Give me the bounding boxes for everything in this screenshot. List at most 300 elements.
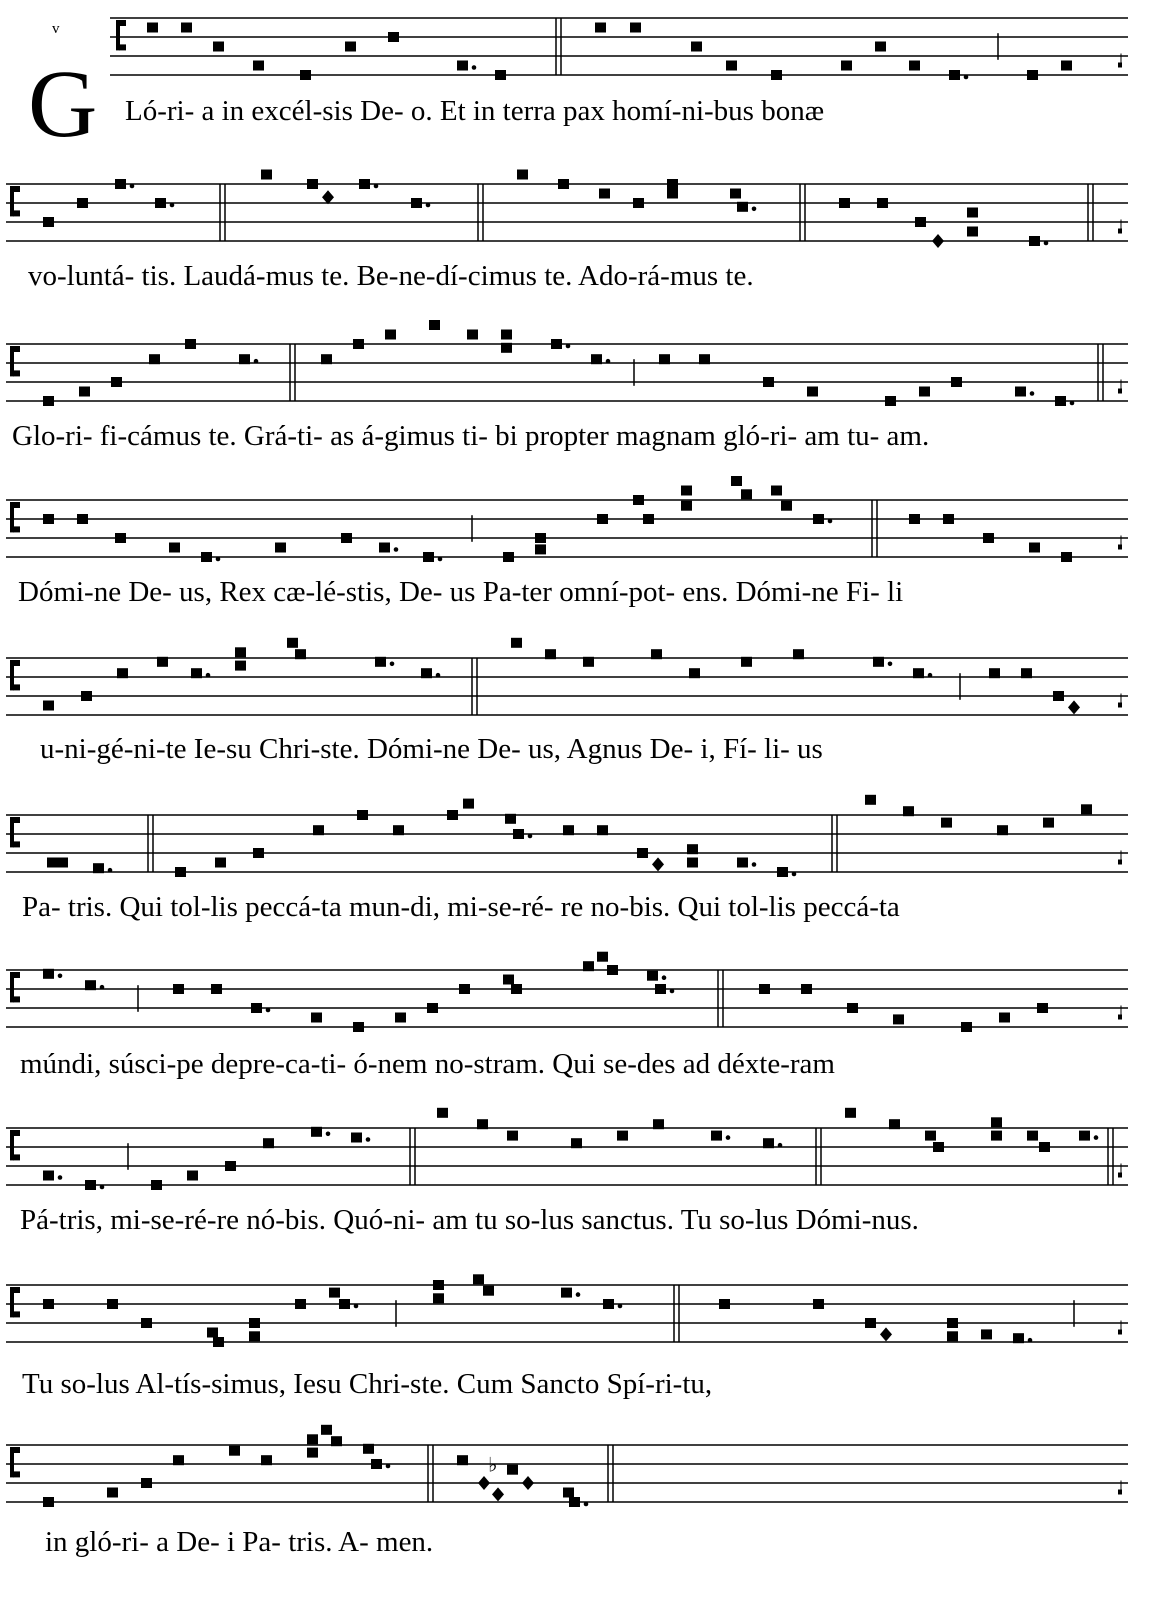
neume-punctum — [501, 330, 512, 340]
neume-punctum — [427, 1003, 438, 1013]
neume-punctum — [483, 1286, 494, 1296]
clef-icon — [13, 1447, 20, 1453]
neume-punctum — [351, 1133, 362, 1143]
neume-punctum — [329, 1288, 340, 1298]
neume-diamond — [1068, 700, 1080, 714]
neume-dot — [792, 872, 797, 877]
neume-punctum — [211, 984, 222, 994]
neume-punctum — [467, 330, 478, 340]
neume-punctum — [1029, 236, 1040, 246]
neume-punctum — [353, 339, 364, 349]
neume-dot — [374, 184, 379, 189]
neume-punctum — [207, 1328, 218, 1338]
clef-icon — [13, 210, 20, 216]
neume-punctum — [357, 810, 368, 820]
neume-punctum — [726, 61, 737, 71]
neume-punctum — [997, 825, 1008, 835]
neume-dot — [566, 344, 571, 349]
neume-dot — [216, 557, 221, 562]
neume-dot — [828, 519, 833, 524]
clef-icon — [13, 186, 20, 192]
neume-punctum — [583, 961, 594, 971]
lyric-line-1: Ló-ri- a in excél-sis De- o. Et in terra pax homí-ni-bus bonæ — [125, 95, 825, 127]
neume-punctum — [865, 1318, 876, 1328]
clef-icon — [13, 1471, 20, 1477]
neume-punctum — [517, 170, 528, 180]
neume-punctum — [395, 1013, 406, 1023]
clef-icon — [13, 841, 20, 847]
neume-dot — [100, 985, 105, 990]
neume-punctum — [141, 1318, 152, 1328]
neume-punctum — [949, 70, 960, 80]
neume-diamond — [478, 1476, 490, 1490]
neume-dot — [778, 1143, 783, 1148]
clef-icon — [13, 972, 20, 978]
neume-punctum — [307, 1448, 318, 1458]
neume-dot — [584, 1502, 589, 1507]
neume-punctum — [925, 1131, 936, 1141]
neume-punctum — [597, 514, 608, 524]
neume-punctum — [551, 339, 562, 349]
neume-punctum — [157, 657, 168, 667]
neume-punctum — [229, 1446, 240, 1456]
neume-punctum — [793, 649, 804, 659]
neume-punctum — [215, 858, 226, 868]
neume-punctum — [503, 552, 514, 562]
neume-dot — [752, 862, 757, 867]
neume-punctum — [653, 1119, 664, 1129]
neume-punctum — [813, 1299, 824, 1309]
neume-punctum — [185, 339, 196, 349]
neume-punctum — [719, 1299, 730, 1309]
neume-punctum — [877, 198, 888, 208]
neume-punctum — [345, 42, 356, 52]
neume-punctum — [307, 179, 318, 189]
neume-punctum — [991, 1131, 1002, 1141]
neume-punctum — [943, 514, 954, 524]
neume-punctum — [505, 814, 516, 824]
neume-punctum — [991, 1117, 1002, 1127]
neume-punctum — [169, 543, 180, 553]
neume-punctum — [43, 1497, 54, 1507]
neume-punctum — [213, 42, 224, 52]
neume-punctum — [173, 984, 184, 994]
neume-punctum — [175, 867, 186, 877]
neume-dot — [1028, 1338, 1033, 1343]
neume-punctum — [295, 1299, 306, 1309]
neume-punctum — [43, 514, 54, 524]
clef-icon — [13, 1287, 20, 1293]
neume-punctum — [287, 638, 298, 648]
neume-punctum — [597, 952, 608, 962]
neume-punctum — [691, 42, 702, 52]
neume-punctum — [655, 984, 666, 994]
neume-punctum — [597, 825, 608, 835]
neume-dot — [670, 989, 675, 994]
clef-icon — [13, 684, 20, 690]
neume-dot — [326, 1132, 331, 1137]
neume-punctum — [847, 1003, 858, 1013]
neume-punctum — [249, 1331, 260, 1341]
neume-punctum — [607, 965, 618, 975]
neume-punctum — [845, 1108, 856, 1118]
neume-punctum — [999, 1013, 1010, 1023]
neume-punctum — [730, 189, 741, 199]
neume-dot — [436, 673, 441, 678]
neume-punctum — [235, 661, 246, 671]
neume-dot — [100, 1185, 105, 1190]
neume-punctum — [307, 1434, 318, 1444]
neume-punctum — [457, 61, 468, 71]
neume-punctum — [321, 1425, 332, 1435]
neume-punctum — [85, 1180, 96, 1190]
neume-dot — [386, 1464, 391, 1469]
neume-diamond — [880, 1327, 892, 1341]
neume-punctum — [630, 23, 641, 33]
neume-punctum — [77, 198, 88, 208]
lyric-line-6: Pa- tris. Qui tol-lis peccá-ta mun-di, mi-se-ré- re no-bis. Qui tol-lis peccá-ta — [22, 891, 900, 923]
lyric-line-3: Glo-ri- fi-cámus te. Grá-ti- as á-gimus ti- bi propter magnam gló-ri- am tu- am. — [12, 420, 930, 452]
neume-punctum — [933, 1142, 944, 1152]
neume-punctum — [107, 1299, 118, 1309]
neume-punctum — [915, 217, 926, 227]
neume-punctum — [43, 396, 54, 406]
clef-icon — [13, 660, 20, 666]
neume-punctum — [353, 1022, 364, 1032]
neume-dot — [1094, 1135, 1099, 1140]
neume-punctum — [379, 543, 390, 553]
neume-diamond — [932, 234, 944, 248]
neume-punctum — [457, 1455, 468, 1465]
neume-punctum — [57, 858, 68, 868]
neume-punctum — [687, 858, 698, 868]
neume-punctum — [667, 179, 678, 189]
neume-punctum — [583, 657, 594, 667]
neume-punctum — [741, 657, 752, 667]
neume-punctum — [495, 70, 506, 80]
neume-dot — [170, 203, 175, 208]
neume-punctum — [111, 377, 122, 387]
neume-punctum — [225, 1161, 236, 1171]
neume-punctum — [909, 514, 920, 524]
neume-punctum — [213, 1337, 224, 1347]
neume-punctum — [941, 818, 952, 828]
neume-punctum — [181, 23, 192, 33]
clef-icon — [13, 1154, 20, 1160]
neume-punctum — [263, 1138, 274, 1148]
neume-punctum — [473, 1274, 484, 1284]
initial-letter: G — [28, 50, 98, 157]
neume-dot — [928, 673, 933, 678]
neume-punctum — [711, 1131, 722, 1141]
neume-punctum — [777, 867, 788, 877]
lyric-line-9: Tu so-lus Al-tís-simus, Iesu Chri-ste. Cum Sancto Spí-ri-tu, — [22, 1368, 713, 1400]
neume-punctum — [781, 501, 792, 511]
lyric-line-10: in gló-ri- a De- i Pa- tris. A- men. — [45, 1526, 434, 1558]
neume-punctum — [433, 1293, 444, 1303]
neume-dot — [108, 868, 113, 873]
neume-punctum — [889, 1119, 900, 1129]
neume-diamond — [522, 1476, 534, 1490]
neume-punctum — [261, 1455, 272, 1465]
neume-punctum — [947, 1318, 958, 1328]
neume-punctum — [1027, 70, 1038, 80]
neume-punctum — [771, 486, 782, 496]
neume-punctum — [433, 1280, 444, 1290]
neume-punctum — [311, 1127, 322, 1137]
clef-icon — [13, 817, 20, 823]
neume-punctum — [141, 1478, 152, 1488]
neume-dot — [58, 974, 63, 979]
neume-punctum — [117, 668, 128, 678]
mode-mark: v — [52, 21, 60, 37]
neume-punctum — [571, 1138, 582, 1148]
neume-punctum — [569, 1497, 580, 1507]
neume-punctum — [513, 829, 524, 839]
clef-icon — [13, 502, 20, 508]
neume-punctum — [77, 514, 88, 524]
neume-punctum — [603, 1299, 614, 1309]
lyric-line-4: Dómi-ne De- us, Rex cæ-lé-stis, De- us Pa-ter omní-pot- ens. Dómi-ne Fi- li — [18, 576, 904, 608]
neume-punctum — [115, 533, 126, 543]
lyric-line-2: vo-luntá- tis. Laudá-mus te. Be-ne-dí-cimus te. Ado-rá-mus te. — [28, 260, 754, 292]
neume-punctum — [913, 668, 924, 678]
neume-punctum — [967, 227, 978, 237]
neume-punctum — [1061, 61, 1072, 71]
neume-punctum — [561, 1288, 572, 1298]
neume-diamond — [492, 1487, 504, 1501]
neume-punctum — [1013, 1333, 1024, 1343]
neume-dot — [58, 1175, 63, 1180]
neume-punctum — [253, 61, 264, 71]
flat-sign: ♭ — [488, 1452, 498, 1477]
neume-punctum — [341, 533, 352, 543]
neume-punctum — [393, 825, 404, 835]
neume-dot — [390, 662, 395, 667]
neume-punctum — [43, 1171, 54, 1181]
neume-punctum — [459, 984, 470, 994]
lyric-line-7: múndi, súsci-pe depre-ca-ti- ó-nem no-stram. Qui se-des ad déxte-ram — [20, 1048, 835, 1080]
clef-icon — [13, 346, 20, 352]
neume-dot — [752, 207, 757, 212]
neume-punctum — [771, 70, 782, 80]
neume-dot — [576, 1292, 581, 1297]
neume-punctum — [463, 799, 474, 809]
neume-punctum — [983, 533, 994, 543]
neume-dot — [1044, 241, 1049, 246]
neume-punctum — [1037, 1003, 1048, 1013]
neume-punctum — [947, 1331, 958, 1341]
neume-dot — [528, 834, 533, 839]
neume-punctum — [563, 825, 574, 835]
neume-dot — [394, 547, 399, 552]
neume-punctum — [647, 971, 658, 981]
neume-punctum — [149, 354, 160, 364]
clef-icon — [119, 44, 126, 50]
neume-punctum — [411, 198, 422, 208]
neume-punctum — [201, 552, 212, 562]
neume-dot — [662, 975, 667, 980]
neume-diamond — [652, 857, 664, 871]
clef-icon — [13, 370, 20, 376]
neume-punctum — [1015, 387, 1026, 397]
neume-punctum — [759, 984, 770, 994]
neume-punctum — [191, 668, 202, 678]
neume-punctum — [667, 189, 678, 199]
neume-punctum — [295, 649, 306, 659]
neume-punctum — [43, 969, 54, 979]
neume-dot — [964, 75, 969, 80]
neume-punctum — [617, 1131, 628, 1141]
neume-punctum — [43, 217, 54, 227]
neume-punctum — [535, 533, 546, 543]
neume-punctum — [321, 354, 332, 364]
lyric-line-8: Pá-tris, mi-se-ré-re nó-bis. Quó-ni- am tu so-lus sanctus. Tu so-lus Dómi-nus. — [20, 1204, 919, 1236]
neume-dot — [1070, 401, 1075, 406]
neume-punctum — [1039, 1142, 1050, 1152]
neume-punctum — [43, 1299, 54, 1309]
neume-punctum — [507, 1465, 518, 1475]
neume-punctum — [737, 858, 748, 868]
neume-punctum — [511, 984, 522, 994]
neume-punctum — [558, 179, 569, 189]
neume-punctum — [813, 514, 824, 524]
neume-punctum — [447, 810, 458, 820]
neume-punctum — [919, 387, 930, 397]
neume-punctum — [151, 1180, 162, 1190]
neume-punctum — [261, 170, 272, 180]
neume-punctum — [359, 179, 370, 189]
neume-punctum — [741, 489, 752, 499]
neume-punctum — [873, 657, 884, 667]
neume-dot — [472, 65, 477, 70]
neume-punctum — [595, 23, 606, 33]
neume-punctum — [841, 61, 852, 71]
neume-dot — [366, 1137, 371, 1142]
clef-icon — [13, 526, 20, 532]
neume-punctum — [1021, 668, 1032, 678]
neume-punctum — [375, 657, 386, 667]
neume-punctum — [235, 647, 246, 657]
neume-punctum — [421, 668, 432, 678]
neume-punctum — [687, 844, 698, 854]
neume-punctum — [563, 1488, 574, 1498]
neume-dot — [206, 673, 211, 678]
lyric-line-5: u-ni-gé-ni-te Ie-su Chri-ste. Dómi-ne De- us, Agnus De- i, Fí- li- us — [40, 733, 823, 765]
neume-punctum — [81, 691, 92, 701]
neume-punctum — [115, 179, 126, 189]
neume-punctum — [903, 806, 914, 816]
neume-punctum — [875, 42, 886, 52]
clef-icon — [13, 996, 20, 1002]
neume-punctum — [47, 858, 58, 868]
neume-punctum — [893, 1014, 904, 1024]
neume-punctum — [249, 1318, 260, 1328]
neume-punctum — [311, 1013, 322, 1023]
neume-punctum — [385, 330, 396, 340]
neume-punctum — [731, 476, 742, 486]
neume-punctum — [981, 1329, 992, 1339]
neume-punctum — [429, 320, 440, 330]
neume-punctum — [155, 198, 166, 208]
neume-punctum — [737, 202, 748, 212]
neume-dot — [1030, 391, 1035, 396]
neume-punctum — [865, 795, 876, 805]
neume-punctum — [807, 387, 818, 397]
clef-icon — [13, 1130, 20, 1136]
neume-punctum — [331, 1436, 342, 1446]
neume-dot — [726, 1135, 731, 1140]
neume-punctum — [839, 198, 850, 208]
neume-punctum — [763, 1138, 774, 1148]
neume-punctum — [699, 354, 710, 364]
neume-punctum — [659, 354, 670, 364]
neume-punctum — [503, 975, 514, 985]
neume-dot — [426, 203, 431, 208]
neume-punctum — [689, 668, 700, 678]
neume-punctum — [801, 984, 812, 994]
neume-punctum — [251, 1003, 262, 1013]
neume-dot — [130, 184, 135, 189]
neume-punctum — [545, 649, 556, 659]
neume-punctum — [147, 23, 158, 33]
neume-punctum — [643, 514, 654, 524]
neume-dot — [438, 557, 443, 562]
neume-dot — [888, 662, 893, 667]
neume-punctum — [633, 495, 644, 505]
neume-punctum — [275, 543, 286, 553]
neume-punctum — [909, 61, 920, 71]
neume-punctum — [1081, 804, 1092, 814]
neume-punctum — [599, 189, 610, 199]
neume-punctum — [989, 668, 1000, 678]
neume-dot — [266, 1008, 271, 1013]
neume-punctum — [187, 1171, 198, 1181]
neume-punctum — [1053, 691, 1064, 701]
neume-dot — [354, 1304, 359, 1309]
clef-icon — [13, 1311, 20, 1317]
clef-icon — [119, 20, 126, 26]
neume-punctum — [1027, 1131, 1038, 1141]
neume-punctum — [423, 552, 434, 562]
neume-dot — [254, 359, 259, 364]
neume-punctum — [339, 1299, 350, 1309]
neume-punctum — [511, 638, 522, 648]
neume-punctum — [501, 343, 512, 353]
neume-punctum — [591, 354, 602, 364]
neume-punctum — [885, 396, 896, 406]
neume-punctum — [371, 1459, 382, 1469]
neume-punctum — [1055, 396, 1066, 406]
neume-punctum — [300, 70, 311, 80]
neume-punctum — [1029, 543, 1040, 553]
neume-punctum — [313, 825, 324, 835]
neume-punctum — [633, 198, 644, 208]
neume-punctum — [681, 486, 692, 496]
neume-punctum — [1061, 552, 1072, 562]
neume-punctum — [763, 377, 774, 387]
neume-punctum — [967, 208, 978, 218]
neume-punctum — [388, 32, 399, 42]
neume-punctum — [93, 863, 104, 873]
neume-dot — [618, 1304, 623, 1309]
neume-punctum — [1043, 818, 1054, 828]
neume-punctum — [535, 544, 546, 554]
neume-punctum — [239, 354, 250, 364]
neume-punctum — [951, 377, 962, 387]
neume-punctum — [507, 1131, 518, 1141]
neume-punctum — [637, 848, 648, 858]
